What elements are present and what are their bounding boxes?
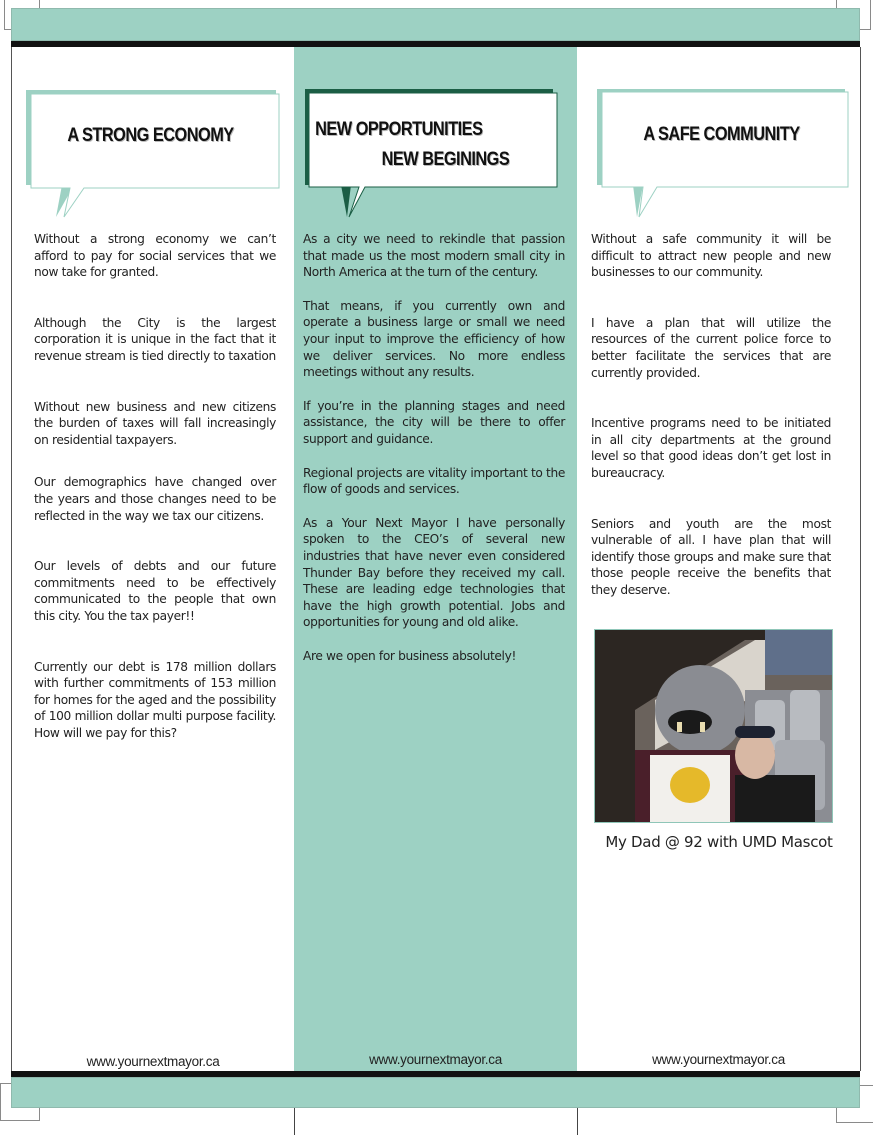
photo-image [595, 630, 832, 822]
heading-opportunities-line1: NEW OPPORTUNITIES [315, 119, 483, 140]
heading-economy: A STRONG ECONOMY [67, 125, 234, 146]
opportunities-body [303, 231, 565, 664]
paragraph: Seniors and youth are the most vulnerable of all. I have plan that will identify those groups and make sure that those people receive the benefits that they deserve. [591, 516, 831, 597]
paragraph: Our demographics have changed over the years and those changes need to be reflected in the way we tax our citizens. [34, 475, 276, 523]
speech-bubble-opportunities [303, 87, 556, 217]
speech-bubble-safety [595, 87, 848, 217]
photo-dad-with-mascot [594, 629, 833, 823]
paragraph: Are we open for business absolutely! [303, 648, 516, 663]
paragraph: I have a plan that will utilize the resources of the current police force to better facilitate the services that are currently provided. [591, 315, 831, 380]
paragraph: Without a safe community it will be difficult to attract new people and new businesses to our community. [591, 232, 831, 280]
paragraph: Without a strong economy we can’t afford to pay for social services that we now take for granted. [34, 232, 276, 280]
paragraph: Incentive programs need to be initiated in all city departments at the ground level so that good ideas don’t get lost in bureaucracy. [591, 416, 831, 480]
paragraph: If you’re in the planning stages and need assistance, the city will be there to offer support and guidance. [303, 398, 565, 446]
website-link-right[interactable]: www.yournextmayor.ca [652, 1052, 785, 1067]
economy-body [34, 231, 276, 741]
paragraph: Currently our debt is 178 million dollars with further commitments of 153 million for homes for the aged and the possibility of 100 million dollar multi purpose facility. How will we pay for this? [34, 659, 276, 740]
website-link-middle[interactable]: www.yournextmayor.ca [369, 1052, 502, 1067]
speech-bubble-economy [24, 87, 277, 217]
fold-mark-left [294, 1108, 295, 1135]
paragraph: Without new business and new citizens the burden of taxes will fall increasingly on residential taxpayers. [34, 399, 276, 447]
top-accent-band [11, 8, 860, 41]
panel-strong-economy [11, 47, 295, 1071]
fold-mark-right [577, 1108, 578, 1135]
panel-safe-community [577, 47, 861, 1071]
paragraph: Regional projects are vitality important to the flow of goods and services. [303, 465, 565, 497]
paragraph: That means, if you currently own and operate a business large or small we need your input to improve the efficiency of how we deliver services. No more endless meetings without any results. [303, 298, 565, 380]
website-link-left[interactable]: www.yournextmayor.ca [86, 1054, 220, 1069]
speech-bubble-icon [595, 87, 850, 219]
speech-bubble-icon [24, 87, 279, 219]
heading-safety: A SAFE COMMUNITY [643, 124, 800, 145]
paragraph: Our levels of debts and our future commitments need to be effectively communicated to the people that own this city. You the tax payer!! [34, 559, 276, 623]
heading-opportunities-line2: NEW BEGININGS [381, 149, 510, 170]
paragraph: As a Your Next Mayor I have personally spoken to the CEO’s of several new industries that have never even considered Thunder Bay before they received my call. These are leading edge technologies that have the high growth potential. Jobs and opportunities for young and old alike. [303, 515, 565, 630]
bottom-accent-band [11, 1077, 860, 1108]
panel-new-opportunities [294, 47, 578, 1071]
photo-caption: My Dad @ 92 with UMD Mascot [605, 833, 833, 851]
paragraph: Although the City is the largest corporation it is unique in the fact that it revenue stream is tied directly to taxation [34, 315, 276, 363]
paragraph: As a city we need to rekindle that passion that made us the most modern small city in North America at the turn of the century. [303, 232, 565, 280]
safety-body [591, 231, 831, 599]
